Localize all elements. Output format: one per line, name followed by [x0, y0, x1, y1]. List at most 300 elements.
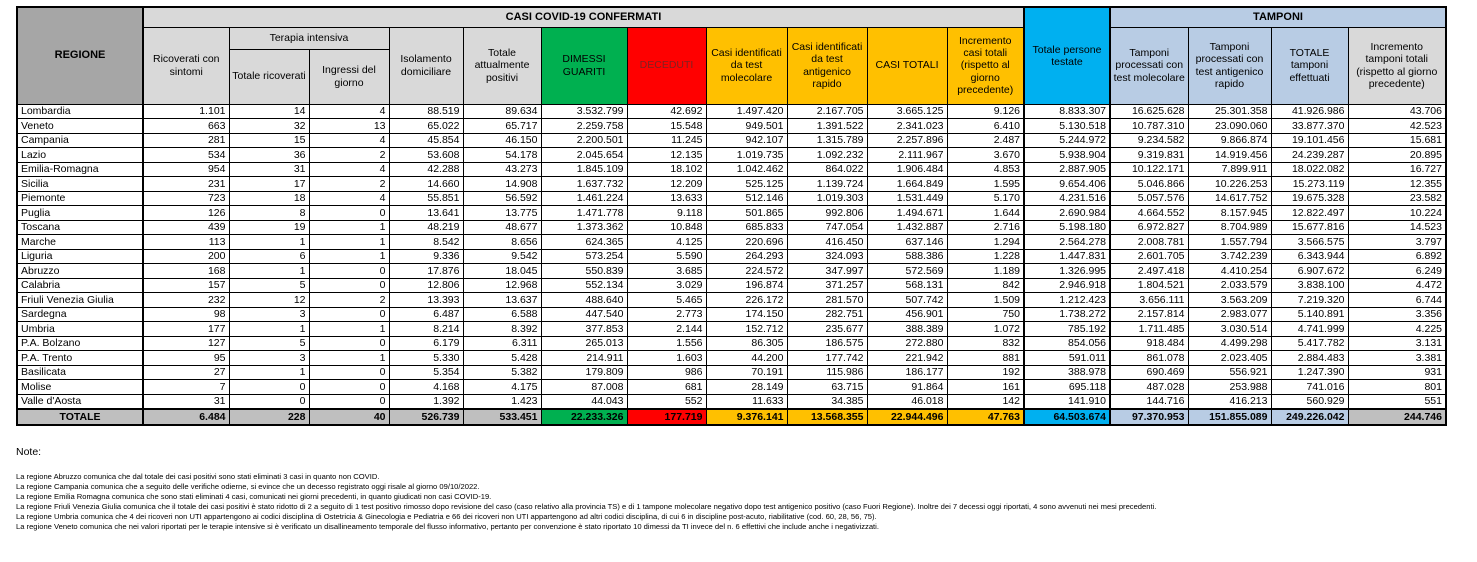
- total-value-cell: 97.370.953: [1110, 409, 1188, 425]
- value-cell: 5: [229, 336, 309, 351]
- value-cell: 18.102: [627, 162, 706, 177]
- value-cell: 7.899.911: [1188, 162, 1271, 177]
- value-cell: 46.018: [867, 394, 947, 409]
- value-cell: 681: [627, 380, 706, 395]
- value-cell: 192: [947, 365, 1024, 380]
- value-cell: 3.670: [947, 148, 1024, 163]
- header-ti-ingressi-del-giorno: Ingressi del giorno: [309, 49, 389, 104]
- value-cell: 3.381: [1348, 351, 1446, 366]
- total-row: [17, 409, 1446, 425]
- header-incremento-tamponi: Incremento tamponi totali (rispetto al giorno precedente): [1348, 27, 1446, 104]
- value-cell: 1.189: [947, 264, 1024, 279]
- value-cell: 0: [309, 206, 389, 221]
- value-cell: 552: [627, 394, 706, 409]
- value-cell: 14.617.752: [1188, 191, 1271, 206]
- header-totale-tamponi: TOTALE tamponi effettuati: [1271, 27, 1348, 104]
- value-cell: 264.293: [706, 249, 787, 264]
- value-cell: 17.876: [389, 264, 463, 279]
- table-row: [17, 133, 1446, 148]
- value-cell: 7: [143, 380, 229, 395]
- header-casi-test-antigenico: Casi identificati da test antigenico rapido: [787, 27, 867, 104]
- region-cell: P.A. Trento: [17, 351, 143, 366]
- value-cell: 507.742: [867, 293, 947, 308]
- value-cell: 13.633: [627, 191, 706, 206]
- value-cell: 43.273: [463, 162, 541, 177]
- value-cell: 2.157.814: [1110, 307, 1188, 322]
- value-cell: 144.716: [1110, 394, 1188, 409]
- total-value-cell: 526.739: [389, 409, 463, 425]
- value-cell: 12.209: [627, 177, 706, 192]
- value-cell: 3.029: [627, 278, 706, 293]
- value-cell: 3.656.111: [1110, 293, 1188, 308]
- header-incremento-casi: Incremento casi totali (rispetto al giorno precedente): [947, 27, 1024, 104]
- value-cell: 10.226.253: [1188, 177, 1271, 192]
- note-line: La regione Emilia Romagna comunica che sono stati eliminati 4 casi, comunicati nei giorni precedenti, in quanto giudicati non casi COVID-19.: [16, 492, 492, 502]
- value-cell: 14.660: [389, 177, 463, 192]
- region-cell: Lazio: [17, 148, 143, 163]
- value-cell: 0: [309, 380, 389, 395]
- value-cell: 18.045: [463, 264, 541, 279]
- total-value-cell: 64.503.674: [1024, 409, 1110, 425]
- total-value-cell: 6.484: [143, 409, 229, 425]
- region-cell: Sardegna: [17, 307, 143, 322]
- value-cell: 11.245: [627, 133, 706, 148]
- value-cell: 14.908: [463, 177, 541, 192]
- value-cell: 13.641: [389, 206, 463, 221]
- value-cell: 3: [229, 307, 309, 322]
- value-cell: 224.572: [706, 264, 787, 279]
- value-cell: 87.008: [541, 380, 627, 395]
- table-row: [17, 249, 1446, 264]
- value-cell: 54.178: [463, 148, 541, 163]
- value-cell: 177.742: [787, 351, 867, 366]
- value-cell: 5.140.891: [1271, 307, 1348, 322]
- value-cell: 13.775: [463, 206, 541, 221]
- value-cell: 685.833: [706, 220, 787, 235]
- header-regione: REGIONE: [17, 7, 143, 104]
- region-cell: Sicilia: [17, 177, 143, 192]
- value-cell: 8.157.945: [1188, 206, 1271, 221]
- header-tamponi-antigenico: Tamponi processati con test antigenico rapido: [1188, 27, 1271, 104]
- header-band-casi-confermati: CASI COVID-19 CONFERMATI: [143, 7, 1024, 27]
- value-cell: 377.853: [541, 322, 627, 337]
- value-cell: 5.046.866: [1110, 177, 1188, 192]
- value-cell: 19: [229, 220, 309, 235]
- value-cell: 572.569: [867, 264, 947, 279]
- value-cell: 1.595: [947, 177, 1024, 192]
- value-cell: 416.450: [787, 235, 867, 250]
- value-cell: 9.234.582: [1110, 133, 1188, 148]
- value-cell: 1.637.732: [541, 177, 627, 192]
- value-cell: 141.910: [1024, 394, 1110, 409]
- value-cell: 501.865: [706, 206, 787, 221]
- value-cell: 86.305: [706, 336, 787, 351]
- value-cell: 25.301.358: [1188, 104, 1271, 119]
- value-cell: 2.167.705: [787, 104, 867, 119]
- table-row: [17, 235, 1446, 250]
- value-cell: 801: [1348, 380, 1446, 395]
- value-cell: 1: [309, 220, 389, 235]
- value-cell: 371.257: [787, 278, 867, 293]
- value-cell: 14.919.456: [1188, 148, 1271, 163]
- value-cell: 2: [309, 177, 389, 192]
- total-value-cell: 533.451: [463, 409, 541, 425]
- value-cell: 8.392: [463, 322, 541, 337]
- value-cell: 8: [229, 206, 309, 221]
- value-cell: 0: [229, 394, 309, 409]
- value-cell: 1: [309, 322, 389, 337]
- value-cell: 8.704.989: [1188, 220, 1271, 235]
- value-cell: 44.043: [541, 394, 627, 409]
- total-value-cell: 22.944.496: [867, 409, 947, 425]
- value-cell: 7.219.320: [1271, 293, 1348, 308]
- value-cell: 881: [947, 351, 1024, 366]
- value-cell: 5.417.782: [1271, 336, 1348, 351]
- value-cell: 152.712: [706, 322, 787, 337]
- value-cell: 196.874: [706, 278, 787, 293]
- value-cell: 31: [229, 162, 309, 177]
- value-cell: 4.125: [627, 235, 706, 250]
- value-cell: 1.391.522: [787, 119, 867, 134]
- value-cell: 6.410: [947, 119, 1024, 134]
- value-cell: 6.972.827: [1110, 220, 1188, 235]
- total-value-cell: 13.568.355: [787, 409, 867, 425]
- table-row: [17, 104, 1446, 119]
- value-cell: 0: [309, 264, 389, 279]
- total-value-cell: 228: [229, 409, 309, 425]
- table-body: [17, 104, 1446, 425]
- value-cell: 3.797: [1348, 235, 1446, 250]
- value-cell: 231: [143, 177, 229, 192]
- value-cell: 4.499.298: [1188, 336, 1271, 351]
- value-cell: 6.311: [463, 336, 541, 351]
- value-cell: 8.542: [389, 235, 463, 250]
- total-value-cell: 177.719: [627, 409, 706, 425]
- value-cell: 4.225: [1348, 322, 1446, 337]
- region-cell: Emilia-Romagna: [17, 162, 143, 177]
- value-cell: 168: [143, 264, 229, 279]
- value-cell: 416.213: [1188, 394, 1271, 409]
- value-cell: 235.677: [787, 322, 867, 337]
- value-cell: 42.692: [627, 104, 706, 119]
- value-cell: 186.177: [867, 365, 947, 380]
- header-terapia-intensiva: Terapia intensiva: [229, 27, 389, 49]
- value-cell: 12: [229, 293, 309, 308]
- value-cell: 6: [229, 249, 309, 264]
- header-casi-test-molecolare: Casi identificati da test molecolare: [706, 27, 787, 104]
- value-cell: 1.373.362: [541, 220, 627, 235]
- value-cell: 6.907.672: [1271, 264, 1348, 279]
- value-cell: 19.675.328: [1271, 191, 1348, 206]
- value-cell: 6.487: [389, 307, 463, 322]
- value-cell: 2.033.579: [1188, 278, 1271, 293]
- value-cell: 98: [143, 307, 229, 322]
- value-cell: 388.978: [1024, 365, 1110, 380]
- header-isolamento-domiciliare: Isolamento domiciliare: [389, 27, 463, 104]
- value-cell: 1.423: [463, 394, 541, 409]
- value-cell: 65.022: [389, 119, 463, 134]
- value-cell: 63.715: [787, 380, 867, 395]
- value-cell: 1: [229, 264, 309, 279]
- table-row: [17, 322, 1446, 337]
- value-cell: 695.118: [1024, 380, 1110, 395]
- value-cell: 750: [947, 307, 1024, 322]
- value-cell: 127: [143, 336, 229, 351]
- value-cell: 2.884.483: [1271, 351, 1348, 366]
- value-cell: 3.838.100: [1271, 278, 1348, 293]
- value-cell: 43.706: [1348, 104, 1446, 119]
- total-value-cell: 40: [309, 409, 389, 425]
- value-cell: 2.257.896: [867, 133, 947, 148]
- value-cell: 4.741.999: [1271, 322, 1348, 337]
- value-cell: 174.150: [706, 307, 787, 322]
- value-cell: 551: [1348, 394, 1446, 409]
- value-cell: 456.901: [867, 307, 947, 322]
- value-cell: 1: [229, 365, 309, 380]
- value-cell: 1.139.724: [787, 177, 867, 192]
- value-cell: 45.854: [389, 133, 463, 148]
- value-cell: 9.319.831: [1110, 148, 1188, 163]
- value-cell: 42.288: [389, 162, 463, 177]
- value-cell: 2.887.905: [1024, 162, 1110, 177]
- table-row: [17, 307, 1446, 322]
- value-cell: 9.126: [947, 104, 1024, 119]
- value-cell: 512.146: [706, 191, 787, 206]
- value-cell: 2.341.023: [867, 119, 947, 134]
- value-cell: 2.716: [947, 220, 1024, 235]
- value-cell: 723: [143, 191, 229, 206]
- value-cell: 8.833.307: [1024, 104, 1110, 119]
- value-cell: 55.851: [389, 191, 463, 206]
- value-cell: 3.566.575: [1271, 235, 1348, 250]
- value-cell: 281: [143, 133, 229, 148]
- header-ti-totale-ricoverati: Totale ricoverati: [229, 49, 309, 104]
- value-cell: 388.389: [867, 322, 947, 337]
- value-cell: 832: [947, 336, 1024, 351]
- table-row: [17, 206, 1446, 221]
- value-cell: 2.497.418: [1110, 264, 1188, 279]
- value-cell: 949.501: [706, 119, 787, 134]
- value-cell: 65.717: [463, 119, 541, 134]
- value-cell: 2.601.705: [1110, 249, 1188, 264]
- table-row: [17, 293, 1446, 308]
- value-cell: 126: [143, 206, 229, 221]
- value-cell: 3.685: [627, 264, 706, 279]
- value-cell: 4.168: [389, 380, 463, 395]
- table-row: [17, 380, 1446, 395]
- value-cell: 5.057.576: [1110, 191, 1188, 206]
- value-cell: 741.016: [1271, 380, 1348, 395]
- note-line: La regione Abruzzo comunica che dal totale dei casi positivi sono stati eliminati 3 casi in quanto non COVID.: [16, 472, 380, 481]
- value-cell: 265.013: [541, 336, 627, 351]
- value-cell: 88.519: [389, 104, 463, 119]
- value-cell: 91.864: [867, 380, 947, 395]
- value-cell: 1.212.423: [1024, 293, 1110, 308]
- value-cell: 2.946.918: [1024, 278, 1110, 293]
- table-row: [17, 394, 1446, 409]
- value-cell: 200: [143, 249, 229, 264]
- value-cell: 232: [143, 293, 229, 308]
- table-row: [17, 278, 1446, 293]
- value-cell: 14: [229, 104, 309, 119]
- value-cell: 5: [229, 278, 309, 293]
- value-cell: 4.175: [463, 380, 541, 395]
- value-cell: 2.144: [627, 322, 706, 337]
- value-cell: 41.926.986: [1271, 104, 1348, 119]
- total-value-cell: 9.376.141: [706, 409, 787, 425]
- value-cell: 1: [309, 249, 389, 264]
- region-cell: Piemonte: [17, 191, 143, 206]
- value-cell: 1.738.272: [1024, 307, 1110, 322]
- value-cell: 1.664.849: [867, 177, 947, 192]
- value-cell: 439: [143, 220, 229, 235]
- value-cell: 918.484: [1110, 336, 1188, 351]
- value-cell: 1.326.995: [1024, 264, 1110, 279]
- table-row: [17, 177, 1446, 192]
- value-cell: 2: [309, 293, 389, 308]
- value-cell: 1.494.671: [867, 206, 947, 221]
- value-cell: 3.742.239: [1188, 249, 1271, 264]
- value-cell: 637.146: [867, 235, 947, 250]
- value-cell: 1.845.109: [541, 162, 627, 177]
- table-row: [17, 351, 1446, 366]
- value-cell: 5.354: [389, 365, 463, 380]
- value-cell: 2.111.967: [867, 148, 947, 163]
- value-cell: 282.751: [787, 307, 867, 322]
- value-cell: 0: [309, 394, 389, 409]
- value-cell: 568.131: [867, 278, 947, 293]
- value-cell: 2.008.781: [1110, 235, 1188, 250]
- table-row: [17, 336, 1446, 351]
- value-cell: 15.677.816: [1271, 220, 1348, 235]
- value-cell: 89.634: [463, 104, 541, 119]
- value-cell: 6.343.944: [1271, 249, 1348, 264]
- value-cell: 1.556: [627, 336, 706, 351]
- value-cell: 16.625.628: [1110, 104, 1188, 119]
- value-cell: 0: [309, 336, 389, 351]
- value-cell: 5.382: [463, 365, 541, 380]
- value-cell: 5.170: [947, 191, 1024, 206]
- value-cell: 18: [229, 191, 309, 206]
- value-cell: 115.986: [787, 365, 867, 380]
- value-cell: 591.011: [1024, 351, 1110, 366]
- total-value-cell: 151.855.089: [1188, 409, 1271, 425]
- value-cell: 214.911: [541, 351, 627, 366]
- value-cell: 2.487: [947, 133, 1024, 148]
- value-cell: 36: [229, 148, 309, 163]
- value-cell: 9.542: [463, 249, 541, 264]
- header-ricoverati-con-sintomi: Ricoverati con sintomi: [143, 27, 229, 104]
- value-cell: 1.804.521: [1110, 278, 1188, 293]
- value-cell: 3.030.514: [1188, 322, 1271, 337]
- table-row: [17, 365, 1446, 380]
- header-deceduti: DECEDUTI: [627, 27, 706, 104]
- value-cell: 4.853: [947, 162, 1024, 177]
- value-cell: 12.135: [627, 148, 706, 163]
- value-cell: 487.028: [1110, 380, 1188, 395]
- total-value-cell: 249.226.042: [1271, 409, 1348, 425]
- region-cell: Molise: [17, 380, 143, 395]
- table-row: [17, 264, 1446, 279]
- total-value-cell: 22.233.326: [541, 409, 627, 425]
- value-cell: 11.633: [706, 394, 787, 409]
- value-cell: 1.603: [627, 351, 706, 366]
- header-dimessi-guariti: DIMESSI GUARITI: [541, 27, 627, 104]
- value-cell: 854.056: [1024, 336, 1110, 351]
- value-cell: 552.134: [541, 278, 627, 293]
- value-cell: 1.072: [947, 322, 1024, 337]
- value-cell: 142: [947, 394, 1024, 409]
- value-cell: 447.540: [541, 307, 627, 322]
- value-cell: 1: [229, 322, 309, 337]
- value-cell: 954: [143, 162, 229, 177]
- value-cell: 624.365: [541, 235, 627, 250]
- value-cell: 1.092.232: [787, 148, 867, 163]
- value-cell: 2.045.654: [541, 148, 627, 163]
- value-cell: 1.294: [947, 235, 1024, 250]
- note-line: La regione Friuli Venezia Giulia comunica che il totale dei casi positivi è stato ridotto di 2 a seguito di 1 test positivo rimosso dopo revisione del caso (caso relativo alla provincia TS) e di 1 tampone molecolare negativo dopo test antigenico positivo (caso Fuori Regione). Inoltre dei 7 decessi oggi riportati, 4 sono avvenuti nei mesi precedenti.: [16, 502, 1157, 512]
- region-cell: Marche: [17, 235, 143, 250]
- value-cell: 44.200: [706, 351, 787, 366]
- value-cell: 9.654.406: [1024, 177, 1110, 192]
- value-cell: 12.822.497: [1271, 206, 1348, 221]
- region-cell: Liguria: [17, 249, 143, 264]
- value-cell: 177: [143, 322, 229, 337]
- value-cell: 10.848: [627, 220, 706, 235]
- value-cell: 0: [309, 278, 389, 293]
- region-cell: Umbria: [17, 322, 143, 337]
- value-cell: 3.665.125: [867, 104, 947, 119]
- value-cell: 0: [229, 380, 309, 395]
- value-cell: 9.336: [389, 249, 463, 264]
- value-cell: 23.582: [1348, 191, 1446, 206]
- value-cell: 221.942: [867, 351, 947, 366]
- value-cell: 2.564.278: [1024, 235, 1110, 250]
- notes-section: [16, 446, 1466, 532]
- region-cell: Puglia: [17, 206, 143, 221]
- value-cell: 226.172: [706, 293, 787, 308]
- value-cell: 15.273.119: [1271, 177, 1348, 192]
- value-cell: 24.239.287: [1271, 148, 1348, 163]
- value-cell: 2.773: [627, 307, 706, 322]
- total-value-cell: 244.746: [1348, 409, 1446, 425]
- value-cell: 1.101: [143, 104, 229, 119]
- note-line: La regione Campania comunica che a seguito delle verifiche odierne, si evince che un decesso registrato oggi risale al giorno 09/10/2022.: [16, 482, 480, 492]
- value-cell: 1.509: [947, 293, 1024, 308]
- value-cell: 6.249: [1348, 264, 1446, 279]
- table-row: [17, 162, 1446, 177]
- value-cell: 53.608: [389, 148, 463, 163]
- value-cell: 1.461.224: [541, 191, 627, 206]
- value-cell: 2.983.077: [1188, 307, 1271, 322]
- value-cell: 19.101.456: [1271, 133, 1348, 148]
- value-cell: 588.386: [867, 249, 947, 264]
- value-cell: 942.107: [706, 133, 787, 148]
- value-cell: 8.214: [389, 322, 463, 337]
- region-cell: Valle d'Aosta: [17, 394, 143, 409]
- value-cell: 1.315.789: [787, 133, 867, 148]
- value-cell: 23.090.060: [1188, 119, 1271, 134]
- value-cell: 556.921: [1188, 365, 1271, 380]
- value-cell: 347.997: [787, 264, 867, 279]
- value-cell: 488.640: [541, 293, 627, 308]
- value-cell: 663: [143, 119, 229, 134]
- value-cell: 33.877.370: [1271, 119, 1348, 134]
- value-cell: 5.465: [627, 293, 706, 308]
- value-cell: 0: [309, 365, 389, 380]
- value-cell: 4.410.254: [1188, 264, 1271, 279]
- region-cell: Friuli Venezia Giulia: [17, 293, 143, 308]
